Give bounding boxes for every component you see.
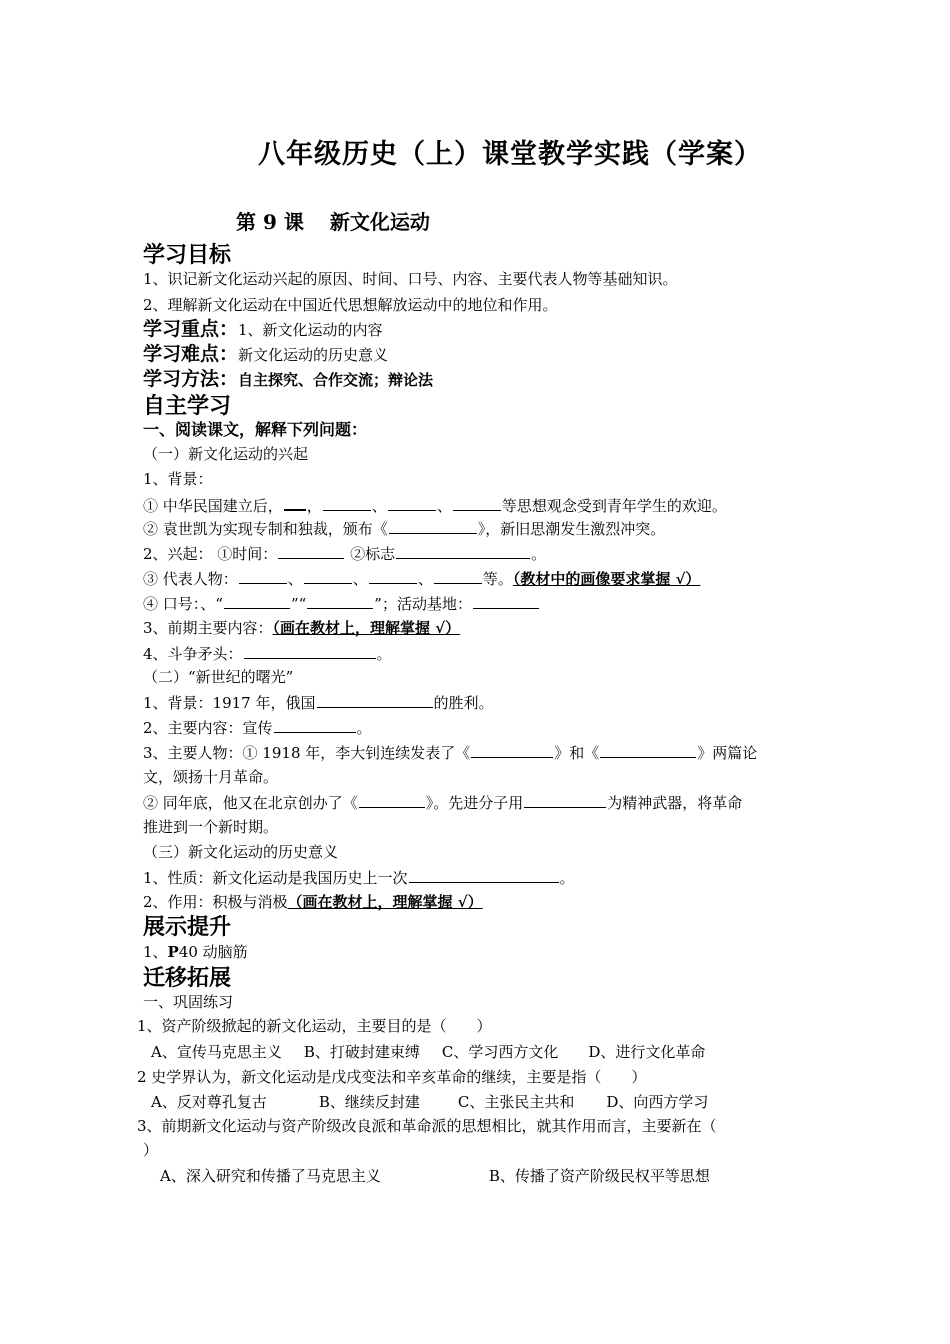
show-item: 1、P40 动脑筋: [143, 943, 248, 961]
content-line: 3、前期主要内容：（画在教材上，理解掌握 √）: [143, 619, 461, 637]
option[interactable]: B、继续反封建: [318, 1093, 420, 1111]
target-line: 4、斗争矛头： 。: [143, 645, 392, 663]
s3-nature-line: 1、性质：新文化运动是我国历史上一次 。: [143, 869, 575, 887]
goal-item-2: 2、理解新文化运动在中国近代思想解放运动中的地位和作用。: [143, 296, 558, 314]
s2-founding-line-2: 推进到一个新时期。: [143, 818, 279, 836]
slogan-line: ④ 口号：、“ ”“ ”；活动基地：: [143, 593, 540, 614]
background-item-2: ② 袁世凯为实现专制和独裁，颁布《 》，新旧思潮发生激烈冲突。: [143, 520, 666, 538]
practice-heading: 一、巩固练习: [143, 993, 234, 1011]
show-heading: 展示提升: [143, 914, 232, 940]
blank[interactable]: [389, 518, 477, 534]
question-3-cont: ）: [143, 1141, 159, 1159]
method-label: 学习方法：: [143, 368, 239, 390]
blank[interactable]: [396, 543, 530, 559]
section3-title: （三）新文化运动的历史意义: [143, 843, 339, 861]
option[interactable]: D、进行文化革命: [588, 1043, 706, 1061]
representatives-line: ③ 代表人物： 、 、 、 等。（教材中的画像要求掌握 √）: [143, 570, 701, 588]
difficulty-text: 新文化运动的历史意义: [238, 346, 389, 364]
blank[interactable]: [600, 742, 696, 758]
blank[interactable]: [359, 792, 425, 808]
blank[interactable]: [284, 494, 306, 511]
representatives-note: （教材中的画像要求掌握 √）: [512, 570, 701, 588]
question-3: 3、前期新文化运动与资产阶级改良派和革命派的思想相比，就其作用而言，主要新在（: [137, 1117, 717, 1135]
option[interactable]: C、学习西方文化: [441, 1043, 559, 1061]
option[interactable]: A、反对尊孔复古: [151, 1093, 267, 1111]
background-item-1: ① 中华民国建立后， ， 、 、 等思想观念受到青年学生的欢迎。: [143, 494, 727, 516]
blank[interactable]: [274, 717, 356, 733]
method-text: 自主探究、合作交流；辩论法: [238, 371, 434, 389]
s2-people-line: 3、主要人物：① 1918 年，李大钊连续发表了《 》和《 》两篇论: [143, 744, 758, 762]
section2-title: （二）“新世纪的曙光”: [143, 668, 294, 686]
blank[interactable]: [317, 692, 433, 708]
lesson-name: 新文化运动: [329, 210, 430, 234]
blank[interactable]: [453, 495, 501, 511]
blank[interactable]: [524, 792, 606, 808]
blank[interactable]: [388, 495, 436, 511]
option[interactable]: C、主张民主共和: [457, 1093, 575, 1111]
option[interactable]: A、宣传马克思主义: [151, 1043, 282, 1061]
option[interactable]: B、传播了资产阶级民权平等思想: [488, 1167, 710, 1185]
blank[interactable]: [434, 568, 482, 584]
question-2: 2 史学界认为，新文化运动是戊戌变法和辛亥革命的继续，主要是指（ ）: [137, 1068, 647, 1086]
lesson-heading: [236, 206, 430, 235]
question-1-options: [151, 1042, 705, 1062]
content-note: （画在教材上，理解掌握 √）: [272, 619, 461, 637]
s3-role-line: 2、作用：积极与消极（画在教材上，理解掌握 √）: [143, 893, 483, 911]
role-note: （画在教材上，理解掌握 √）: [287, 893, 483, 911]
blank[interactable]: [473, 593, 539, 609]
blank[interactable]: [323, 495, 371, 511]
difficulty-label: 学习难点：: [143, 343, 239, 365]
goal-item-1: 1、识记新文化运动兴起的原因、时间、口号、内容、主要代表人物等基础知识。: [143, 270, 678, 288]
option[interactable]: D、向西方学习: [606, 1093, 709, 1111]
part1-heading: 一、阅读课文，解释下列问题：: [143, 420, 368, 439]
method-line: [143, 369, 433, 390]
lesson-number: 第 9 课: [236, 210, 304, 234]
document-title: 八年级历史（上）课堂教学实践（学案）: [258, 139, 762, 170]
focus-line: [143, 319, 383, 340]
focus-label: 学习重点：: [143, 318, 239, 340]
question-3-options: [160, 1166, 710, 1186]
difficulty-line: [143, 344, 388, 365]
blank[interactable]: [307, 593, 373, 609]
goals-heading: 学习目标: [143, 242, 232, 268]
option[interactable]: B、打破封建束缚: [303, 1043, 420, 1061]
s2-main-line: 2、主要内容：宣传 。: [143, 719, 372, 737]
s2-background-line: 1、背景：1917 年，俄国 的胜利。: [143, 694, 494, 712]
blank[interactable]: [369, 568, 417, 584]
focus-text: 1、新文化运动的内容: [238, 321, 383, 339]
blank[interactable]: [409, 867, 559, 883]
question-2-options: [151, 1092, 708, 1112]
section1-title: （一）新文化运动的兴起: [143, 445, 309, 463]
background-label: 1、背景：: [143, 470, 213, 488]
blank[interactable]: [239, 568, 287, 584]
s2-people-line-2: 文，颂扬十月革命。: [143, 768, 279, 786]
question-1: 1、资产阶级掀起的新文化运动，主要目的是（ ）: [137, 1017, 492, 1035]
blank[interactable]: [244, 643, 376, 659]
blank[interactable]: [278, 543, 344, 559]
extend-heading: 迁移拓展: [143, 965, 232, 991]
blank[interactable]: [304, 568, 352, 584]
rise-line: 2、兴起： ①时间： ②标志 。: [143, 545, 547, 563]
s2-founding-line: ② 同年底，他又在北京创办了《 》。先进分子用 为精神武器，将革命: [143, 794, 743, 812]
blank[interactable]: [471, 742, 553, 758]
self-study-heading: 自主学习: [143, 393, 232, 419]
option[interactable]: A、深入研究和传播了马克思主义: [160, 1167, 381, 1185]
blank[interactable]: [224, 593, 290, 609]
